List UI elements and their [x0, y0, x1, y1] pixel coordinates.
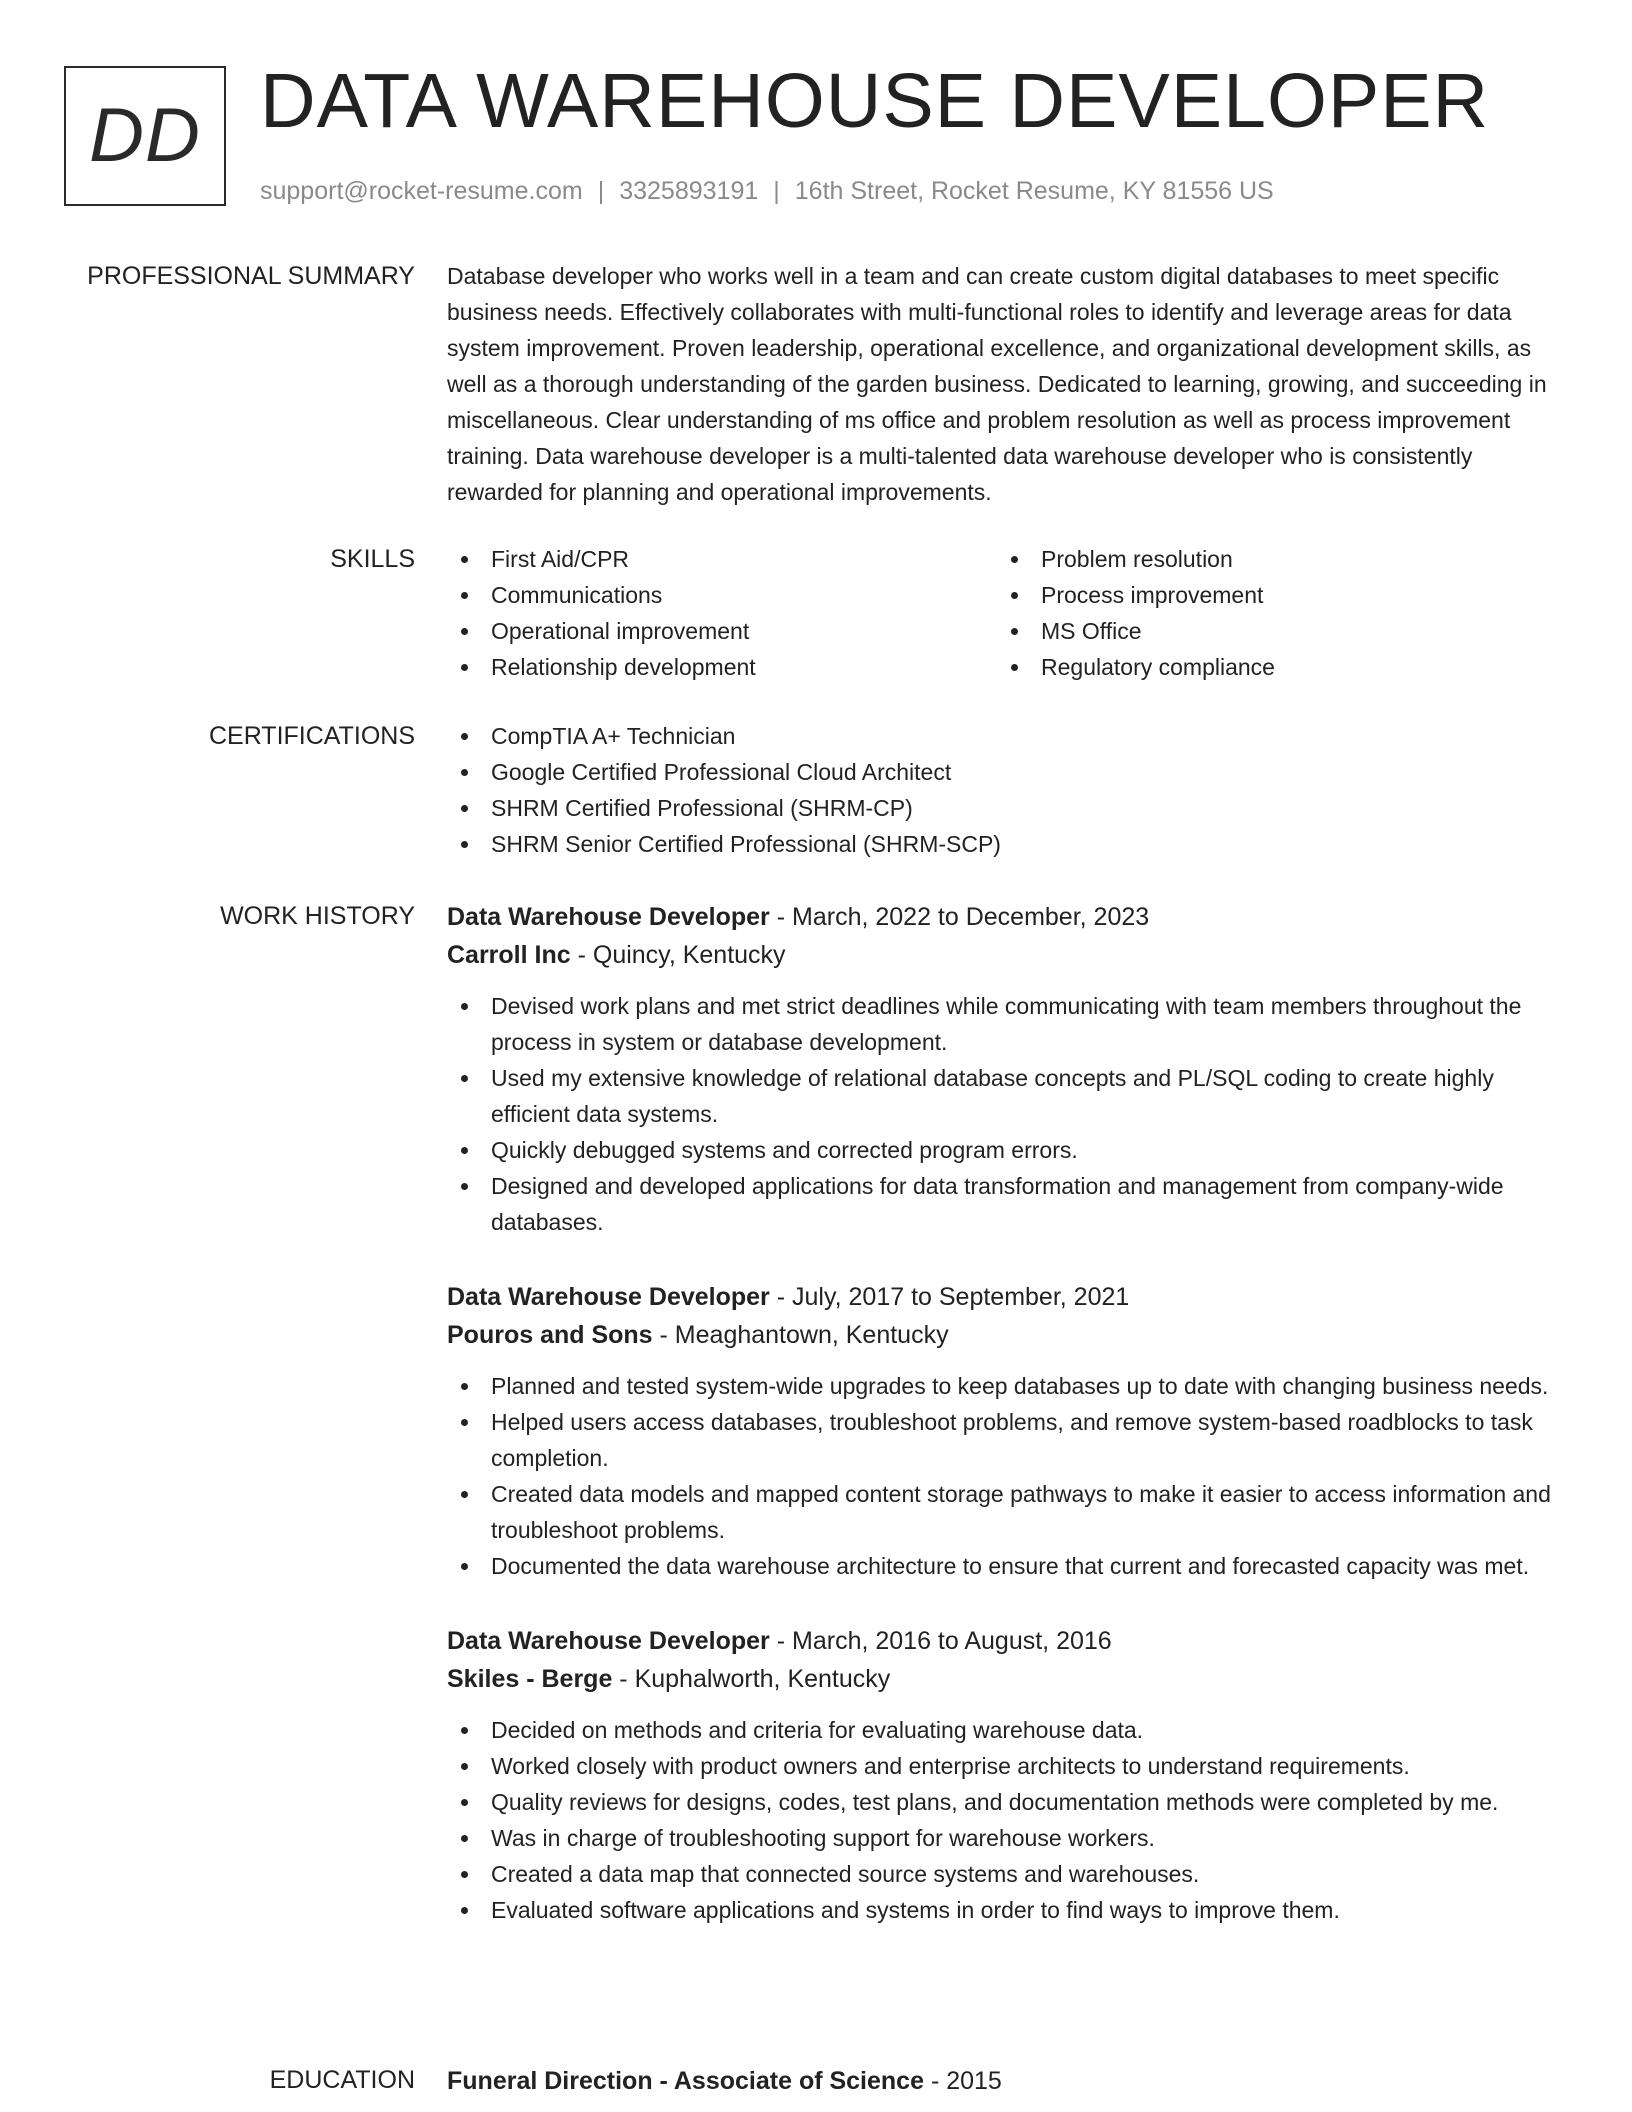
skills-heading: SKILLS	[330, 545, 415, 573]
contact-address: 16th Street, Rocket Resume, KY 81556 US	[794, 177, 1274, 205]
job-role: Data Warehouse Developer	[447, 903, 770, 931]
skill-item: Problem resolution	[997, 541, 1547, 577]
skills-list-right	[997, 541, 1547, 685]
job-company-line	[447, 936, 1567, 974]
job-bullet: Worked closely with product owners and enterprise architects to understand requirements.	[447, 1748, 1567, 1784]
skill-item: Regulatory compliance	[997, 649, 1547, 685]
job-bullet: Documented the data warehouse architecture to ensure that current and forecasted capacity was met.	[447, 1548, 1567, 1584]
skill-item: Process improvement	[997, 577, 1547, 613]
contact-separator: |	[597, 177, 605, 205]
skills-list-left	[447, 541, 997, 685]
job-role: Data Warehouse Developer	[447, 1283, 770, 1311]
job-bullet: Devised work plans and met strict deadlines while communicating with team members throughout the process in system or database development.	[447, 988, 1567, 1060]
job-bullets	[447, 988, 1567, 1240]
job-bullet: Was in charge of troubleshooting support for warehouse workers.	[447, 1820, 1567, 1856]
monogram-logo	[64, 66, 226, 206]
job-title-line	[447, 898, 1567, 936]
job-bullet: Quality reviews for designs, codes, test plans, and documentation methods were completed by me.	[447, 1784, 1567, 1820]
job-dates: - March, 2016 to August, 2016	[769, 1627, 1112, 1655]
education-year: - 2015	[924, 2067, 1002, 2095]
job-company-line	[447, 1660, 1567, 1698]
certifications-heading: CERTIFICATIONS	[208, 722, 415, 750]
job-bullet: Helped users access databases, troubleshoot problems, and remove system-based roadblocks to task completion.	[447, 1404, 1567, 1476]
job-bullets	[447, 1712, 1567, 1928]
job-company-line	[447, 1316, 1567, 1354]
job-company: Pouros and Sons	[447, 1321, 653, 1349]
summary-text: Database developer who works well in a team and can create custom digital databases to meet specific business needs. Effectively collaborates with multi-functional roles to identify and leverage areas for data system improvement. Proven leadership, operational excellence, and organizational development skills, as well as a thorough understanding of the garden business. Dedicated to learning, growing, and succeeding in miscellaneous. Clear understanding of ms office and problem resolution as well as process improvement training. Data warehouse developer is a multi-talented data warehouse developer who is consistently rewarded for planning and operational improvements.	[447, 263, 1547, 505]
education-line	[447, 2062, 1567, 2100]
certifications-list	[447, 718, 1567, 862]
contact-phone[interactable]: 3325893191	[619, 177, 759, 205]
certification-item: CompTIA A+ Technician	[447, 718, 1567, 754]
job-role: Data Warehouse Developer	[447, 1627, 770, 1655]
monogram-initials: DD	[89, 93, 201, 178]
certification-item: Google Certified Professional Cloud Architect	[447, 754, 1567, 790]
skill-item: Operational improvement	[447, 613, 997, 649]
job-bullets	[447, 1368, 1567, 1584]
contact-line	[260, 174, 1274, 208]
contact-separator: |	[773, 177, 780, 205]
job-entry	[447, 898, 1567, 1240]
education-degree: Funeral Direction - Associate of Science	[447, 2067, 924, 2095]
skill-item: Communications	[447, 577, 997, 613]
job-company: Skiles - Berge	[447, 1665, 613, 1693]
job-bullet: Designed and developed applications for data transformation and management from company-wide databases.	[447, 1168, 1567, 1240]
job-entry	[447, 1278, 1567, 1584]
job-location: - Kuphalworth, Kentucky	[612, 1665, 891, 1693]
certification-item: SHRM Certified Professional (SHRM-CP)	[447, 790, 1567, 826]
job-entry	[447, 1622, 1567, 1928]
skill-item: First Aid/CPR	[447, 541, 997, 577]
job-company: Carroll Inc	[447, 941, 571, 969]
job-bullet: Created data models and mapped content storage pathways to make it easier to access information and troubleshoot problems.	[447, 1476, 1567, 1548]
certification-item: SHRM Senior Certified Professional (SHRM-SCP)	[447, 826, 1567, 862]
resume-title: DATA WAREHOUSE DEVELOPER	[260, 58, 1490, 144]
job-location: - Quincy, Kentucky	[570, 941, 786, 969]
job-bullet: Evaluated software applications and systems in order to find ways to improve them.	[447, 1892, 1567, 1928]
skill-item: Relationship development	[447, 649, 997, 685]
contact-email[interactable]: support@rocket-resume.com	[260, 177, 583, 205]
summary-heading: PROFESSIONAL SUMMARY	[87, 262, 415, 290]
skill-item: MS Office	[997, 613, 1547, 649]
education-heading: EDUCATION	[269, 2066, 415, 2094]
job-dates: - July, 2017 to September, 2021	[769, 1283, 1130, 1311]
job-title-line	[447, 1278, 1567, 1316]
work-history-heading: WORK HISTORY	[220, 902, 415, 930]
job-bullet: Used my extensive knowledge of relational database concepts and PL/SQL coding to create highly efficient data systems.	[447, 1060, 1567, 1132]
job-title-line	[447, 1622, 1567, 1660]
job-location: - Meaghantown, Kentucky	[652, 1321, 949, 1349]
job-dates: - March, 2022 to December, 2023	[769, 903, 1150, 931]
job-bullet: Created a data map that connected source systems and warehouses.	[447, 1856, 1567, 1892]
job-bullet: Quickly debugged systems and corrected program errors.	[447, 1132, 1567, 1168]
job-bullet: Planned and tested system-wide upgrades to keep databases up to date with changing business needs.	[447, 1368, 1567, 1404]
job-bullet: Decided on methods and criteria for evaluating warehouse data.	[447, 1712, 1567, 1748]
